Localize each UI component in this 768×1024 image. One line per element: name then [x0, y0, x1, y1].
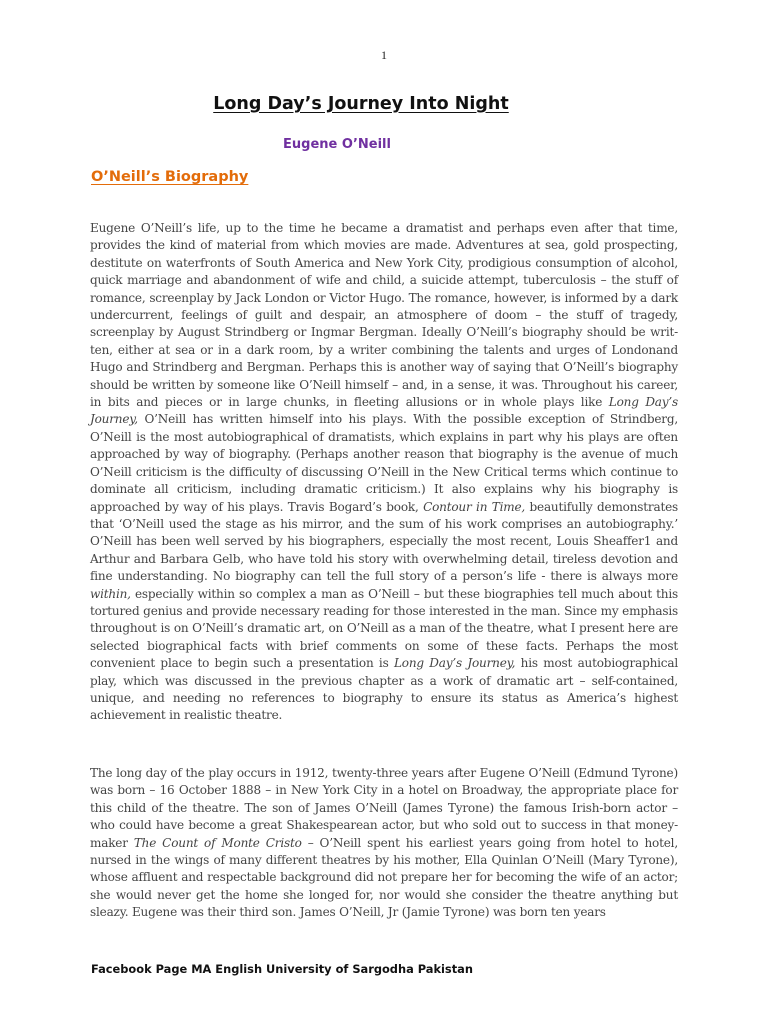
author-name: Eugene O’Neill [283, 137, 391, 152]
page-number: 1 [381, 48, 387, 62]
page-footer: Facebook Page MA English University of Sargodha Pakistan [91, 962, 473, 976]
biography-paragraph-1: Eugene O’Neill’s life, up to the time he became a dramatist and perhaps even after that time, provides the kind of material from which movies are made. Adventures at sea, gold prospecting, destitute on waterfronts of South America and New York City, prodigious consumption of alcohol, quick marriage and abandonment of wife and child, a suicide attempt, tuberculosis – the stuff of romance, screenplay by Jack London or Victor Hugo. The romance, however, is informed by a dark undercurrent, feelings of guilt and despair, an atmosphere of doom – the stuff of tragedy, screenplay by August Strindberg or Ingmar Bergman. Ideally O’Neill’s biography should be writ-ten, either at sea or in a dark room, by a writer combining the talents and urges of Londonand Hugo and Strindberg and Bergman. Perhaps this is another way of saying that O’Neill’s biography should be written by someone like O’Neill himself – and, in a sense, it was. Throughout his career, in bits and pieces or in large chunks, in fleeting allusions or in whole plays like Long Day’s Journey, O’Neill has written himself into his plays. With the possible exception of Strindberg, O’Neill is the most autobiographical of dramatists, which explains in part why his plays are often approached by way of biography. (Perhaps another reason that biography is the avenue of much O’Neill criticism is the difficulty of discussing O’Neill in the New Critical terms which continue to dominate all criticism, including dramatic criticism.) It also explains why his biography is approached by way of his plays. Travis Bogard’s book, Contour in Time, beautifully demonstrates that ‘O’Neill used the stage as his mirror, and the sum of his work comprises an autobiography.’ O’Neill has been well served by his biographers, especially the most recent, Louis Sheaffer1 and Arthur and Barbara Gelb, who have told his story with overwhelming detail, tireless devotion and fine understanding. No biography can tell the full story of a person’s life - there is always more within, especially within so complex a man as O’Neill – but these biographies tell much about this tortured genius and provide necessary reading for those interested in the man. Since my emphasis throughout is on O’Neill’s dramatic art, on O’Neill as a man of the theatre, what I present here are selected biographical facts with brief comments on some of these facts. Perhaps the most convenient place to begin such a presentation is Long Day’s Journey, his most autobiographical play, which was discussed in the previous chapter as a work of dramatic art – self-contained, unique, and needing no references to biography to ensure its status as America’s highest achievement in realistic theatre. [90, 221, 678, 723]
biography-paragraph-2: The long day of the play occurs in 1912, twenty-three years after Eugene O’Neill (Edmund Tyrone) was born – 16 October 1888 – in New York City in a hotel on Broadway, the appropriate place for this child of the theatre. The son of James O’Neill (James Tyrone) the famous Irish-born actor – who could have become a great Shakespearean actor, but who sold out to success in that money-maker The Count of Monte Cristo – O’Neill spent his earliest years going from hotel to hotel, nursed in the wings of many different theatres by his mother, Ella Quinlan O’Neill (Mary Tyrone), whose affluent and respectable background did not prepare her for becoming the wife of an actor; she would never get the home she longed for, nor would she consider the theatre anything but sleazy. Eugene was their third son. James O’Neill, Jr (Jamie Tyrone) was born ten years [90, 766, 678, 920]
section-heading: O’Neill’s Biography [91, 169, 249, 185]
document-title: Long Day’s Journey Into Night [213, 94, 509, 114]
